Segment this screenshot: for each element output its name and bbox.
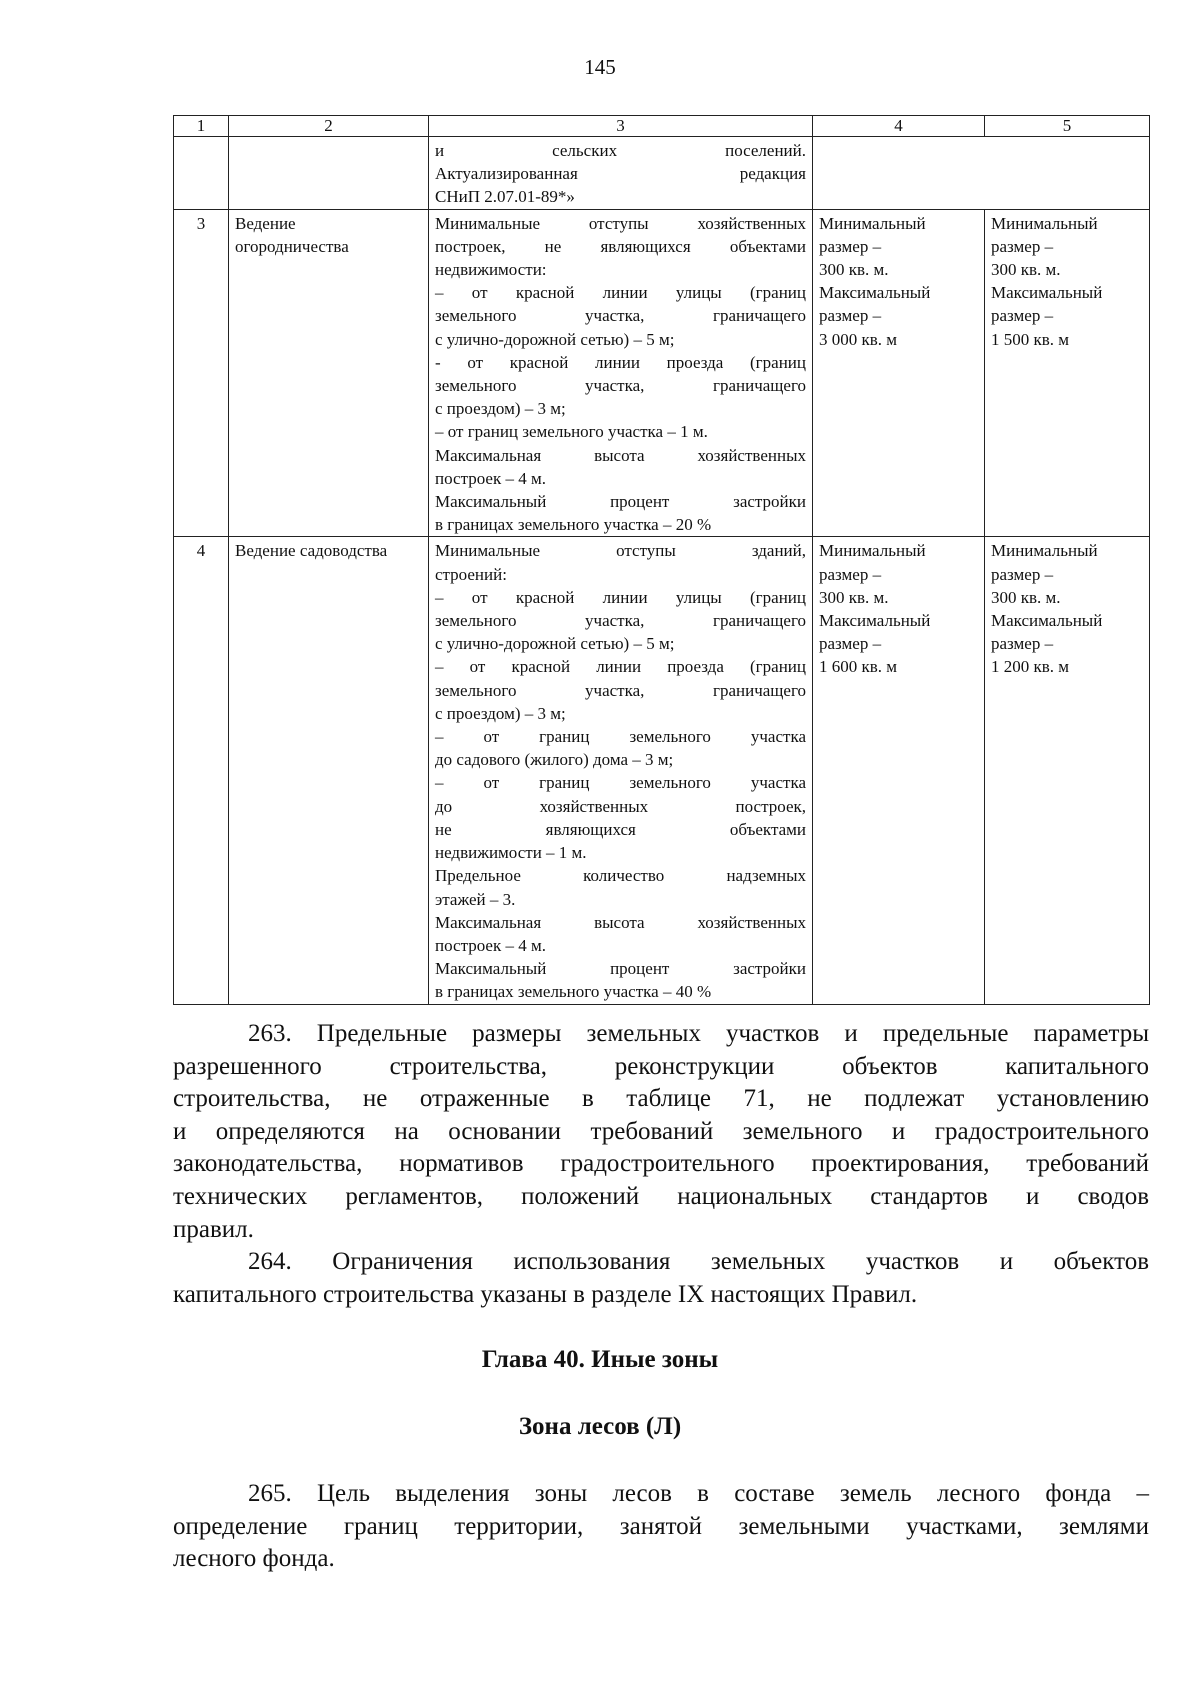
text-line: Максимальная высота хозяйственных [435,912,806,932]
table-row-continued [174,137,1150,210]
text-line: недвижимости – 1 м. [435,843,587,863]
text-line: 264. Ограничения использования земельных участков и объектов [248,1248,1149,1275]
table-row [174,209,1150,537]
text-line: – от границ земельного участка [435,773,806,793]
header-col-2: 2 [229,116,429,137]
table-header-row [174,116,1150,137]
text-line: до садового (жилого) дома – 3 м; [435,750,674,770]
text-line: размер – [819,236,882,256]
text-line: размер – [819,634,882,654]
text-line: размер – [991,634,1054,654]
text-line: 300 кв. м. [819,587,889,607]
row-number: 3 [174,209,229,537]
header-col-4: 4 [813,116,985,137]
text-line: земельного участка, граничащего [435,306,806,326]
paragraph-263 [173,1018,1149,1246]
text-line: – от границ земельного участка [435,727,806,747]
page-number: 145 [584,55,616,79]
text-line: Ведение садоводства [235,541,388,561]
text-line: Максимальный процент застройки [435,959,806,979]
text-line: - от красной линии проезда (границ [435,352,806,372]
text-line: 300 кв. м. [991,260,1061,280]
plot-size-limits [813,209,985,537]
text-line: недвижимости: [435,260,547,280]
land-use-name [229,537,429,1004]
text-line: построек – 4 м. [435,468,546,488]
cell-empty [813,137,1150,210]
plot-size-limits [813,537,985,1004]
text-line: 300 кв. м. [991,587,1061,607]
plot-size-limits-alt [985,537,1150,1004]
text-line: – от красной линии проезда (границ [435,657,806,677]
text-line: с улично-дорожной сетью) – 5 м; [435,329,675,349]
text-line: огородничества [235,236,349,256]
text-line: размер – [991,306,1054,326]
text-line: этажей – 3. [435,889,516,909]
text-line: СНиП 2.07.01-89*» [435,187,575,207]
text-line: земельного участка, граничащего [435,611,806,631]
text-line: Максимальный [991,611,1103,631]
text-line: Минимальные отступы хозяйственных [435,213,806,233]
cell-empty [229,137,429,210]
text-line: капитального строительства указаны в разделе IX настоящих Правил. [173,1280,918,1308]
text-line: 300 кв. м. [819,260,889,280]
text-line: Максимальная высота хозяйственных [435,445,806,465]
text-line: строений: [435,564,507,584]
land-use-regulations-table [173,115,1150,1005]
text-line: Минимальные отступы зданий, [435,541,806,561]
text-line: Минимальный [991,541,1098,561]
text-line: законодательства, нормативов градостроительного проектирования, требований [173,1150,1149,1178]
chapter-title: Глава 40. Иные зоны [481,1346,719,1373]
text-line: с проездом) – 3 м; [435,703,566,723]
text-line: и определяются на основании требований земельного и градостроительного [173,1117,1149,1145]
text-line: в границах земельного участка – 40 % [435,982,712,1002]
text-line: с улично-дорожной сетью) – 5 м; [435,634,675,654]
text-line: правил. [173,1215,254,1243]
header-col-1: 1 [174,116,229,137]
construction-params [429,537,813,1004]
text-line: Максимальный процент застройки [435,492,806,512]
text-line: в границах земельного участка – 20 % [435,515,712,535]
text-line: с проездом) – 3 м; [435,399,566,419]
text-line: и сельских поселений. [435,141,806,160]
text-line: 1 200 кв. м [991,657,1070,677]
text-line: земельного участка, граничащего [435,376,806,396]
text-line: размер – [819,564,882,584]
row-number: 4 [174,537,229,1004]
text-line: построек – 4 м. [435,935,546,955]
text-line: – от границ земельного участка – 1 м. [435,422,708,442]
text-line: лесного фонда. [173,1545,335,1573]
text-line: 3 000 кв. м [819,329,898,349]
text-line: Минимальный [819,541,926,561]
land-use-name [229,209,429,537]
text-line: не являющихся объектами [435,819,806,839]
text-line: технических регламентов, положений национальных стандартов и сводов [173,1182,1149,1210]
text-line: размер – [991,236,1054,256]
text-line: Минимальный [819,213,926,233]
text-line: – от красной линии улицы (границ [435,283,806,303]
text-line: определение границ территории, занятой земельными участками, землями [173,1512,1149,1540]
text-line: размер – [991,564,1054,584]
text-line: 263. Предельные размеры земельных участков и предельные параметры [248,1020,1149,1047]
text-line: земельного участка, граничащего [435,680,806,700]
text-line: 1 500 кв. м [991,329,1070,349]
header-col-5: 5 [985,116,1150,137]
text-line: Минимальный [991,213,1098,233]
text-line: Предельное количество надземных [435,866,806,886]
header-col-3: 3 [429,116,813,137]
text-line: разрешенного строительства, реконструкции объектов капитального [173,1052,1149,1080]
text-line: строительства, не отраженные в таблице 71, не подлежат установлению [173,1085,1149,1113]
zone-title: Зона лесов (Л) [518,1413,682,1440]
text-line: Максимальный [991,283,1103,303]
cell-params-continued [429,137,813,210]
text-line: построек, не являющихся объектами [435,236,806,256]
text-line: 1 600 кв. м [819,657,898,677]
cell-empty [174,137,229,210]
text-line: 265. Цель выделения зоны лесов в составе земель лесного фонда – [248,1480,1149,1507]
text-line: размер – [819,306,882,326]
text-line: до хозяйственных построек, [435,796,806,816]
text-line: Актуализированная редакция [435,164,806,184]
paragraph-264 [173,1246,1149,1311]
text-line: Ведение [235,213,296,233]
text-line: Максимальный [819,611,931,631]
plot-size-limits-alt [985,209,1150,537]
paragraph-265 [173,1478,1149,1576]
text-line: – от красной линии улицы (границ [435,587,806,607]
table-row [174,537,1150,1004]
text-line: Максимальный [819,283,931,303]
construction-params [429,209,813,537]
